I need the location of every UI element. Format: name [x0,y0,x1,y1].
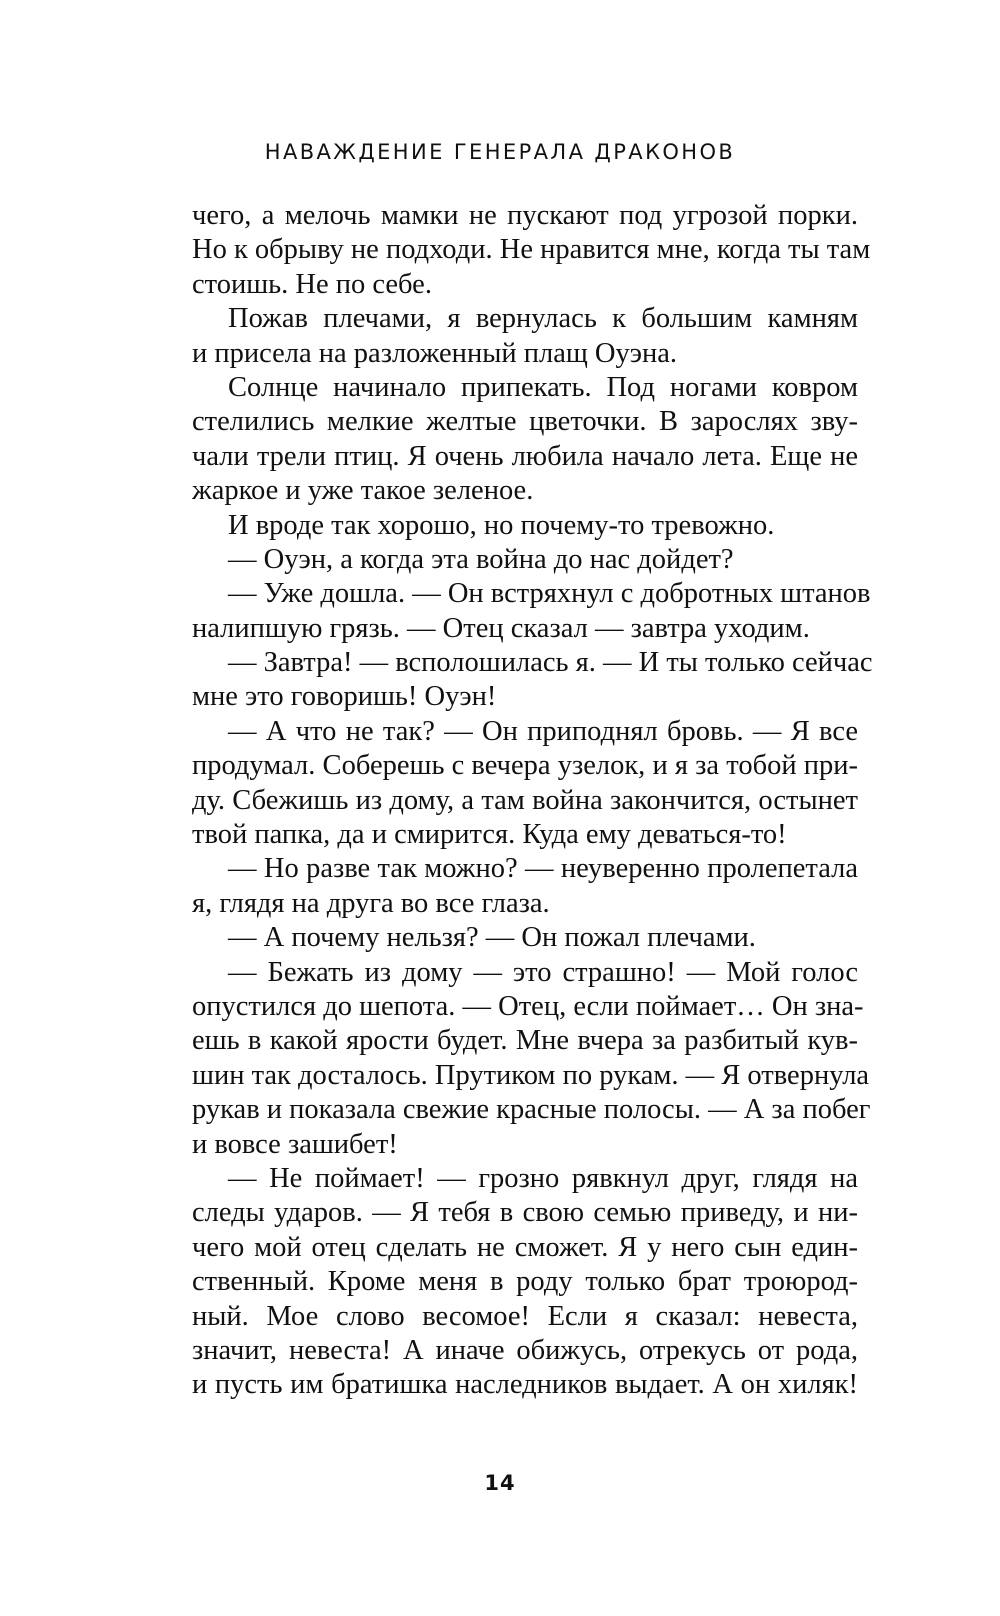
text-line: и пусть им братишка наследников выдает. А он хиляк! [192,1369,858,1401]
text-line: мне это говоришь! Оуэн! [192,681,497,713]
text-line: — Не поймает! — грозно рявкнул друг, глядя на [228,1162,858,1194]
text-line: чего мой отец сделать не сможет. Я у него сын един- [192,1231,858,1263]
text-line: шин так досталось. Прутиком по рукам. — Я отвернула [192,1059,870,1091]
text-line: рукав и показала свежие красные полосы. — А за побег [192,1094,871,1126]
text-line: Но к обрыву не подходи. Не нравится мне, когда ты там [192,234,871,266]
text-line: ешь в какой ярости будет. Мне вчера за разбитый кув- [192,1025,858,1057]
text-line: твой папка, да и смирится. Куда ему деваться-то! [192,819,787,851]
text-line: — Бежать из дому — это страшно! — Мой голос [228,956,858,988]
text-line: Солнце начинало припекать. Под ногами ковром [228,371,858,403]
text-line: чали трели птиц. Я очень любила начало лета. Еще не [192,440,858,472]
text-line: — Но разве так можно? — неуверенно пролепетала [228,853,858,885]
text-line: следы ударов. — Я тебя в свою семью приведу, и ни- [192,1197,858,1229]
running-title: НАВАЖДЕНИЕ ГЕНЕРАЛА ДРАКОНОВ [264,140,736,164]
text-line: ный. Мое слово весомое! Если я сказал: невеста, [192,1300,858,1332]
text-line: стелились мелкие желтые цветочки. В зарослях зву- [192,406,858,438]
text-line: — Уже дошла. — Он встряхнул с добротных штанов [228,578,871,610]
text-line: ственный. Кроме меня в роду только брат троюрод- [192,1266,858,1298]
text-line: — Оуэн, а когда эта война до нас дойдет? [228,543,734,575]
text-line: значит, невеста! А иначе обижусь, отрекусь от рода, [192,1334,858,1366]
body-text [192,199,873,1403]
page-number: 14 [484,1471,516,1495]
text-line: — А почему нельзя? — Он пожал плечами. [228,922,756,954]
text-line: налипшую грязь. — Отец сказал — завтра уходим. [192,612,810,644]
text-line: ду. Сбежишь из дому, а там война закончится, остынет [192,784,858,816]
text-line: продумал. Соберешь с вечера узелок, и я за тобой при- [192,750,858,782]
text-line: — Завтра! — всполошилась я. — И ты только сейчас [228,647,873,679]
text-line: стоишь. Не по себе. [192,268,432,300]
text-line: я, глядя на друга во все глаза. [192,887,550,919]
text-line: — А что не так? — Он приподнял бровь. — Я все [228,715,858,747]
text-line: и вовсе зашибет! [192,1128,398,1160]
text-line: И вроде так хорошо, но почему-то тревожно. [228,509,775,541]
text-line: и присела на разложенный плащ Оуэна. [192,337,678,369]
text-line: опустился до шепота. — Отец, если поймает… Он зна- [192,990,864,1022]
text-line: Пожав плечами, я вернулась к большим камням [228,303,858,335]
text-line: чего, а мелочь мамки не пускают под угрозой порки. [192,200,858,231]
text-line: жаркое и уже такое зеленое. [192,475,534,507]
